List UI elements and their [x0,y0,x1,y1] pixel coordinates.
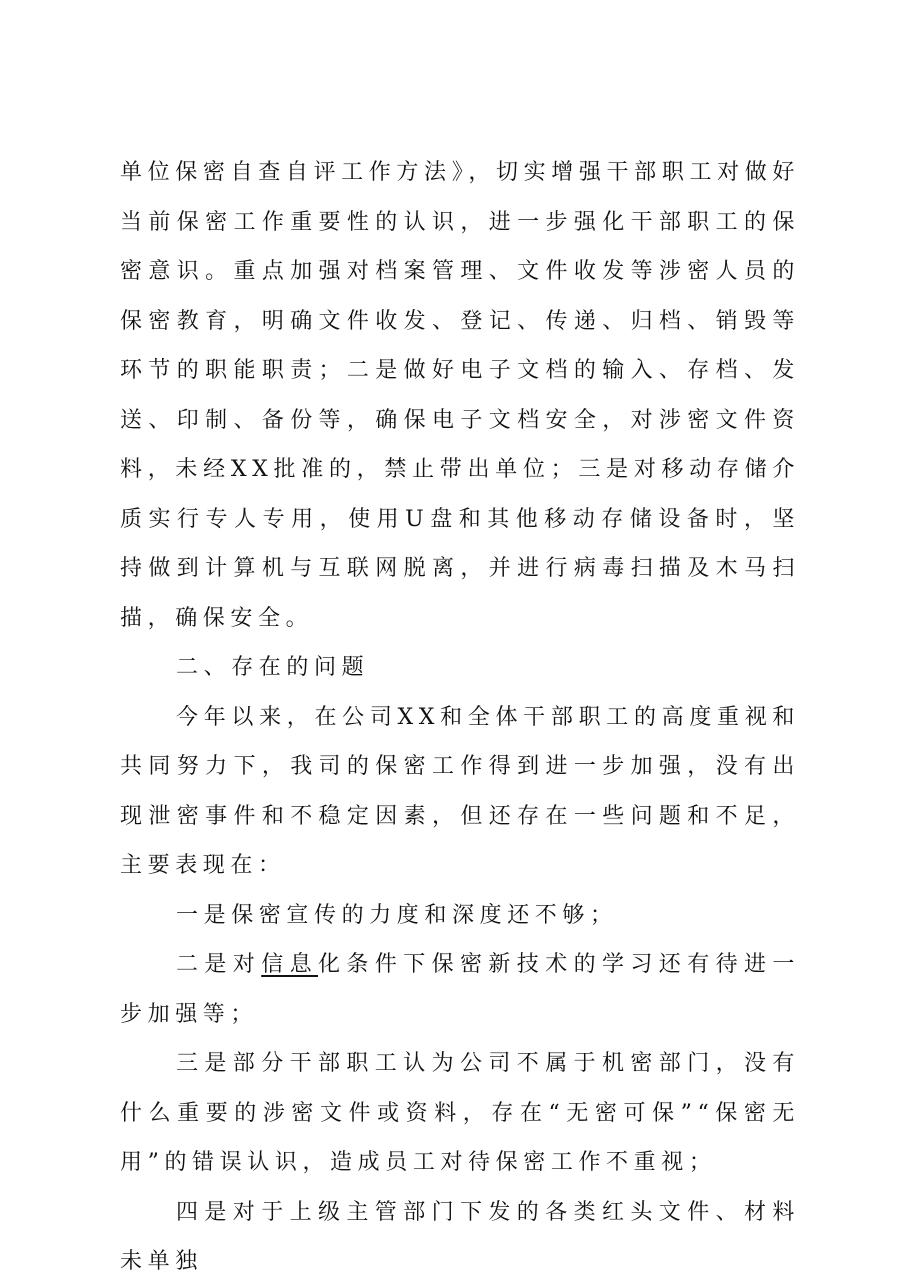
problem-two-underlined-text: 信息 [261,952,319,977]
problem-two-text-after: 化条件下保密新技术的学习还有待进一步加强等； [120,952,801,1027]
problem-two-text-before: 二是对 [176,952,262,977]
paragraph-problem-two [120,940,800,1039]
paragraph-problem-four: 四是对于上级主管部门下发的各类红头文件、材料未单独 [120,1199,800,1274]
paragraph-problem-three: 三是部分干部职工认为公司不属于机密部门，没有什么重要的涉密文件或资料，存在“无密可保”“保密无用”的错误认识，造成员工对待保密工作不重视； [120,1051,800,1175]
paragraph-problems-intro: 今年以来，在公司XX和全体干部职工的高度重视和共同努力下，我司的保密工作得到进一步加强，没有出现泄密事件和不稳定因素，但还存在一些问题和不足，主要表现在： [120,704,800,878]
paragraph-problem-one: 一是保密宣传的力度和深度还不够； [176,902,618,928]
section-heading-existing-problems: 二、存在的问题 [176,655,370,680]
paragraph-confidentiality-methods: 单位保密自查自评工作方法》，切实增强干部职工对做好当前保密工作重要性的认识，进一步强化干部职工的保密意识。重点加强对档案管理、文件收发等涉密人员的保密教育，明确文件收发、登记、传递、归档、销毁等环节的职能职责；二是做好电子文档的输入、存档、发送、印制、备份等，确保电子文档安全，对涉密文件资料，未经XX批准的，禁止带出单位；三是对移动存储介质实行专人专用，使用U盘和其他移动存储设备时，坚持做到计算机与互联网脱离，并进行病毒扫描及木马扫描，确保安全。 [120,160,800,631]
document-body [120,148,800,1287]
